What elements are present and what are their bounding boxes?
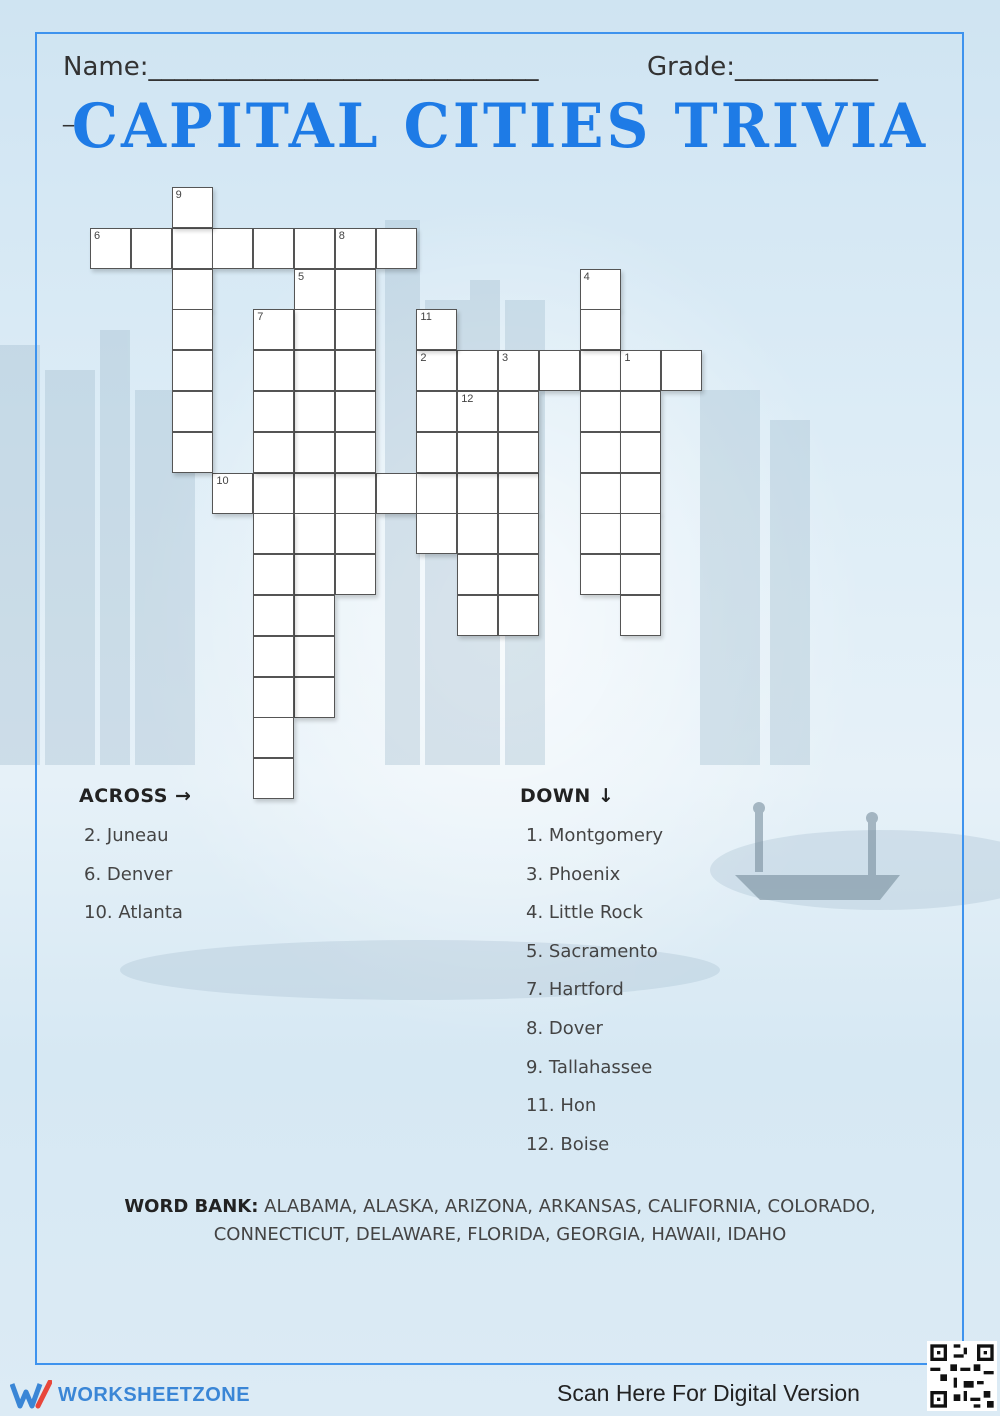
- crossword-cell[interactable]: [294, 554, 335, 595]
- crossword-cell[interactable]: [416, 473, 457, 514]
- clue-number: 3: [502, 352, 509, 365]
- crossword-cell[interactable]: [620, 432, 661, 473]
- crossword-cell[interactable]: [253, 513, 294, 554]
- down-clue: 1. Montgomery: [526, 825, 664, 846]
- crossword-cell[interactable]: [253, 350, 294, 391]
- clue-number: 9: [175, 189, 182, 201]
- word-bank-words: ALABAMA, ALASKA, ARIZONA, ARKANSAS, CALIFORNIA, COLORADO, CONNECTICUT, DELAWARE, FLORIDA, GEORGIA, HAWAII, IDAHO: [213, 1196, 876, 1245]
- down-clue: 9. Tallahassee: [526, 1056, 653, 1078]
- crossword-cell[interactable]: [90, 228, 131, 269]
- clue-number: 4: [583, 270, 590, 283]
- crossword-cell[interactable]: [212, 228, 253, 269]
- crossword-cell[interactable]: [416, 350, 457, 391]
- across-clue: 2. Juneau: [84, 825, 169, 846]
- clue-number: 6: [94, 229, 101, 242]
- crossword-cell[interactable]: [620, 473, 661, 514]
- crossword-cell[interactable]: [498, 554, 539, 595]
- crossword-cell[interactable]: [294, 350, 335, 391]
- crossword-cell[interactable]: [335, 350, 376, 391]
- page-title: CAPITAL CITIES TRIVIA: [71, 90, 929, 162]
- crossword-cell[interactable]: [294, 309, 335, 350]
- crossword-cell[interactable]: [172, 228, 213, 269]
- crossword-cell[interactable]: [253, 636, 294, 677]
- crossword-cell[interactable]: [172, 269, 213, 310]
- crossword-cell[interactable]: [335, 391, 376, 432]
- crossword-cell[interactable]: [212, 473, 253, 514]
- word-bank: [90, 1193, 910, 1249]
- crossword-cell[interactable]: [376, 473, 417, 514]
- crossword-cell[interactable]: [457, 595, 498, 636]
- clue-number: 10: [216, 474, 229, 487]
- crossword-cell[interactable]: [172, 350, 213, 391]
- header-dash: _: [63, 102, 74, 127]
- crossword-cell[interactable]: [457, 554, 498, 595]
- crossword-cell[interactable]: [498, 513, 539, 554]
- crossword-cell[interactable]: [416, 432, 457, 473]
- crossword-cell[interactable]: [457, 473, 498, 514]
- crossword-cell[interactable]: [335, 554, 376, 595]
- across-heading: ACROSS →: [79, 785, 192, 807]
- crossword-cell[interactable]: [294, 513, 335, 554]
- down-clue: 11. Hon: [526, 1095, 597, 1117]
- grade-field[interactable]: Grade:___________: [647, 52, 879, 82]
- down-clue: 7. Hartford: [526, 979, 624, 1001]
- crossword-cell[interactable]: [253, 432, 294, 473]
- crossword-cell[interactable]: [253, 677, 294, 718]
- crossword-cell[interactable]: [580, 554, 621, 595]
- down-clue: 3. Phoenix: [526, 863, 621, 885]
- crossword-cell[interactable]: [580, 391, 621, 432]
- crossword-cell[interactable]: [498, 595, 539, 636]
- clue-number: 7: [257, 311, 264, 324]
- crossword-cell[interactable]: [498, 350, 539, 391]
- crossword-cell[interactable]: [294, 595, 335, 636]
- clue-number: 5: [298, 270, 305, 283]
- crossword-cell[interactable]: [498, 432, 539, 473]
- crossword-cell[interactable]: [620, 513, 661, 554]
- crossword-cell[interactable]: [253, 391, 294, 432]
- crossword-cell[interactable]: [335, 269, 376, 310]
- brand-logo: [10, 1378, 250, 1412]
- crossword-cell[interactable]: [253, 228, 294, 269]
- w-logo-icon: [10, 1380, 52, 1410]
- qr-code-icon[interactable]: [927, 1341, 997, 1411]
- crossword-cell[interactable]: [620, 595, 661, 636]
- clue-number: 2: [420, 352, 427, 365]
- crossword-cell[interactable]: [253, 595, 294, 636]
- crossword-cell[interactable]: [539, 350, 580, 391]
- crossword-cell[interactable]: [294, 636, 335, 677]
- across-clue: 10. Atlanta: [84, 902, 183, 924]
- crossword-cell[interactable]: [580, 432, 621, 473]
- clue-number: 1: [624, 352, 631, 365]
- clue-number: 12: [461, 393, 474, 405]
- crossword-cell[interactable]: [131, 228, 172, 269]
- crossword-cell[interactable]: [335, 473, 376, 514]
- crossword-cell[interactable]: [620, 391, 661, 432]
- crossword-cell[interactable]: [376, 228, 417, 269]
- clue-number: 11: [420, 311, 432, 324]
- crossword-cell[interactable]: [457, 513, 498, 554]
- crossword-cell[interactable]: [253, 758, 294, 799]
- crossword-cell[interactable]: [253, 309, 294, 350]
- crossword-cell[interactable]: [294, 432, 335, 473]
- crossword-cell[interactable]: [172, 432, 213, 473]
- crossword-cell[interactable]: [457, 432, 498, 473]
- down-clue: 5. Sacramento: [526, 940, 658, 962]
- header: [63, 52, 943, 82]
- crossword-cell[interactable]: [416, 309, 457, 350]
- crossword-cell[interactable]: [498, 473, 539, 514]
- crossword-cell[interactable]: [580, 350, 621, 391]
- crossword-cell[interactable]: [294, 677, 335, 718]
- down-clue: 12. Boise: [526, 1133, 610, 1155]
- crossword-cell[interactable]: [580, 513, 621, 554]
- crossword-cell[interactable]: [335, 228, 376, 269]
- word-bank-label: WORD BANK:: [124, 1196, 259, 1217]
- crossword-cell[interactable]: [661, 350, 702, 391]
- crossword-cell[interactable]: [498, 391, 539, 432]
- crossword-cell[interactable]: [294, 228, 335, 269]
- down-heading: DOWN ↓: [520, 785, 615, 807]
- crossword-cell[interactable]: [335, 513, 376, 554]
- crossword-cell[interactable]: [457, 350, 498, 391]
- crossword-cell[interactable]: [172, 187, 213, 228]
- crossword-cell[interactable]: [253, 473, 294, 514]
- crossword-cell[interactable]: [335, 432, 376, 473]
- crossword-cell[interactable]: [620, 554, 661, 595]
- crossword-cell[interactable]: [580, 269, 621, 310]
- crossword-cell[interactable]: [253, 554, 294, 595]
- crossword-cell[interactable]: [253, 717, 294, 758]
- crossword-cell[interactable]: [294, 269, 335, 310]
- crossword-cell[interactable]: [172, 309, 213, 350]
- crossword-cell[interactable]: [620, 350, 661, 391]
- down-clue: 4. Little Rock: [526, 902, 643, 924]
- crossword-cell[interactable]: [416, 513, 457, 554]
- clue-number: 8: [338, 229, 345, 242]
- crossword-cell[interactable]: [294, 473, 335, 514]
- crossword-cell[interactable]: [172, 391, 213, 432]
- across-clue: 6. Denver: [84, 863, 173, 885]
- crossword-cell[interactable]: [294, 391, 335, 432]
- scan-instruction: Scan Here For Digital Version: [557, 1380, 860, 1406]
- crossword-cell[interactable]: [416, 391, 457, 432]
- name-field[interactable]: Name:______________________________: [63, 52, 539, 82]
- brand-name: WORKSHEETZONE: [58, 1383, 251, 1406]
- crossword-cell[interactable]: [580, 309, 621, 350]
- crossword-cell[interactable]: [457, 391, 498, 432]
- down-clue: 8. Dover: [526, 1018, 603, 1039]
- crossword-cell[interactable]: [580, 473, 621, 514]
- crossword-cell[interactable]: [335, 309, 376, 350]
